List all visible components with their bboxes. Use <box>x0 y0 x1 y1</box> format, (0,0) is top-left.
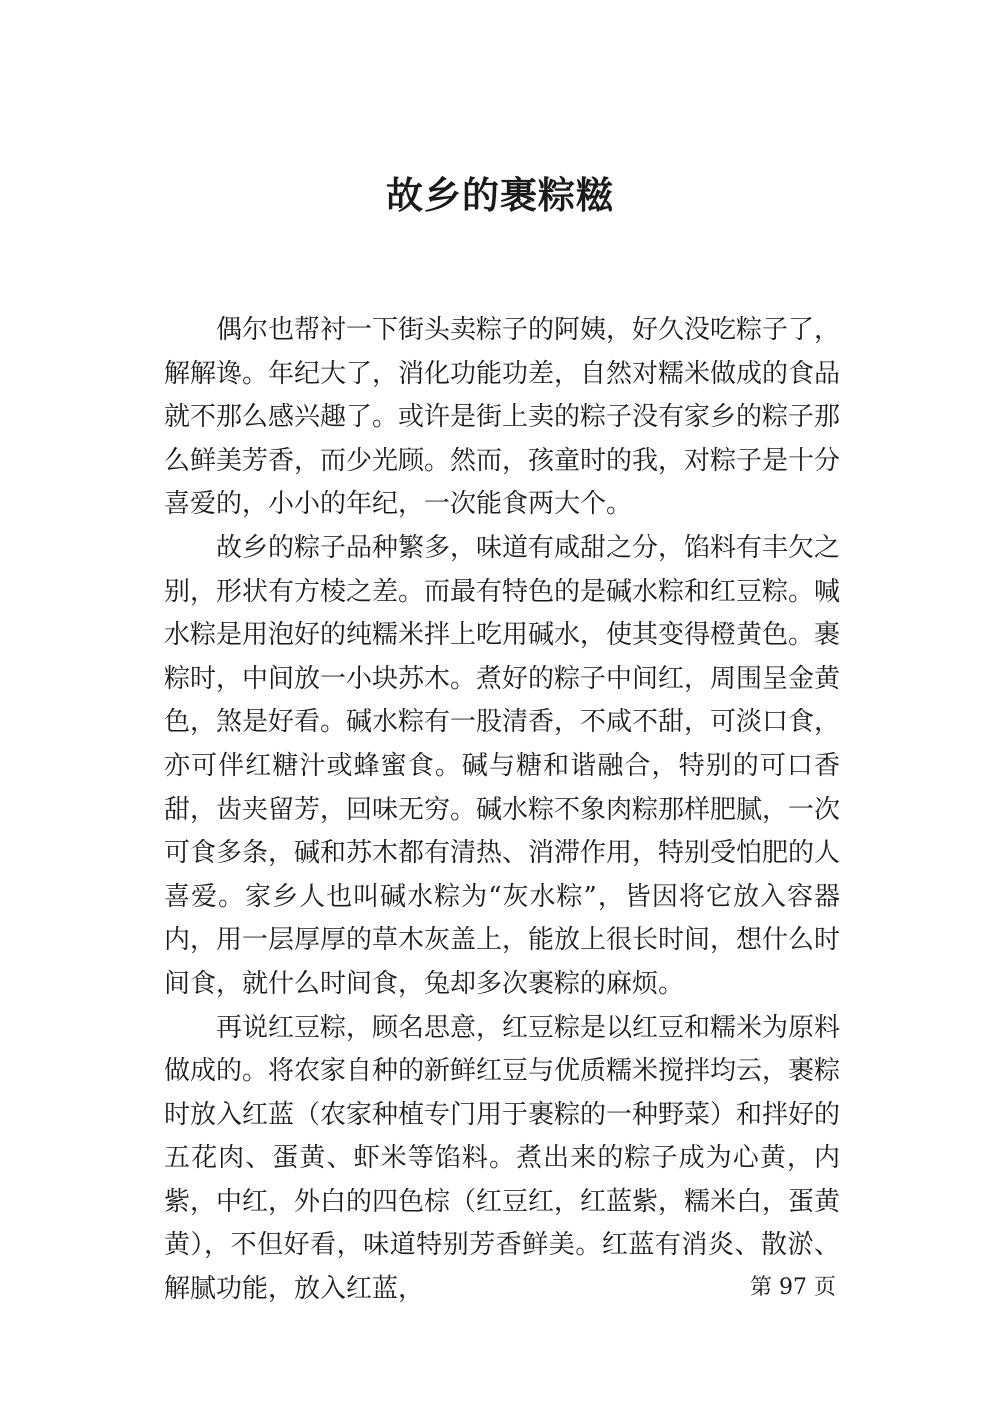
page-title: 故乡的裹粽糍 <box>386 174 614 217</box>
article-body <box>164 309 840 1312</box>
paragraph-2: 故乡的粽子品种繁多，味道有咸甜之分，馅料有丰欠之别，形状有方棱之差。而最有特色的是碱水粽和红豆粽。喊水粽是用泡好的纯糯米拌上吃用碱水，使其变得橙黄色。裹粽时，中间放一小块苏木。煮好的粽子中间红，周围呈金黄色，煞是好看。碱水粽有一股清香，不咸不甜，可淡口食，亦可伴红糖汁或蜂蜜食。碱与糖和谐融合，特别的可口香甜，齿夹留芳，回味无穷。碱水粽不象肉粽那样肥腻，一次可食多条，碱和苏木都有清热、消滞作用，特别受怕肥的人喜爱。家乡人也叫碱水粽为“灰水粽”，皆因将它放入容器内，用一层厚厚的草木灰盖上，能放上很长时间，想什么时间食，就什么时间食，兔却多次裹粽的麻烦。 <box>164 532 841 999</box>
paragraph-3: 再说红豆粽，顾名思意，红豆粽是以红豆和糯米为原料做成的。将农家自种的新鲜红豆与优质糯米搅拌均云，裹粽时放入红蓝（农家种植专门用于裹粽的一种野菜）和拌好的五花肉、蛋黄、虾米等馅料。煮出来的粽子成为心黄，内紫，中红，外白的四色棕（红豆红，红蓝紫，糯米白，蛋黄黄），不但好看，味道特别芳香鲜美。红蓝有消炎、散淤、解腻功能，放入红蓝， <box>164 1012 841 1305</box>
paragraph-1: 偶尔也帮衬一下街头卖粽子的阿姨，好久没吃粽子了，解解谗。年纪大了，消化功能功差，自然对糯米做成的食品就不那么感兴趣了。或许是街上卖的粽子没有家乡的粽子那么鲜美芳香，而少光顾。然而，孩童时的我，对粽子是十分喜爱的，小小的年纪，一次能食两大个。 <box>164 315 841 520</box>
page-number: 第 97 页 <box>750 1275 836 1300</box>
